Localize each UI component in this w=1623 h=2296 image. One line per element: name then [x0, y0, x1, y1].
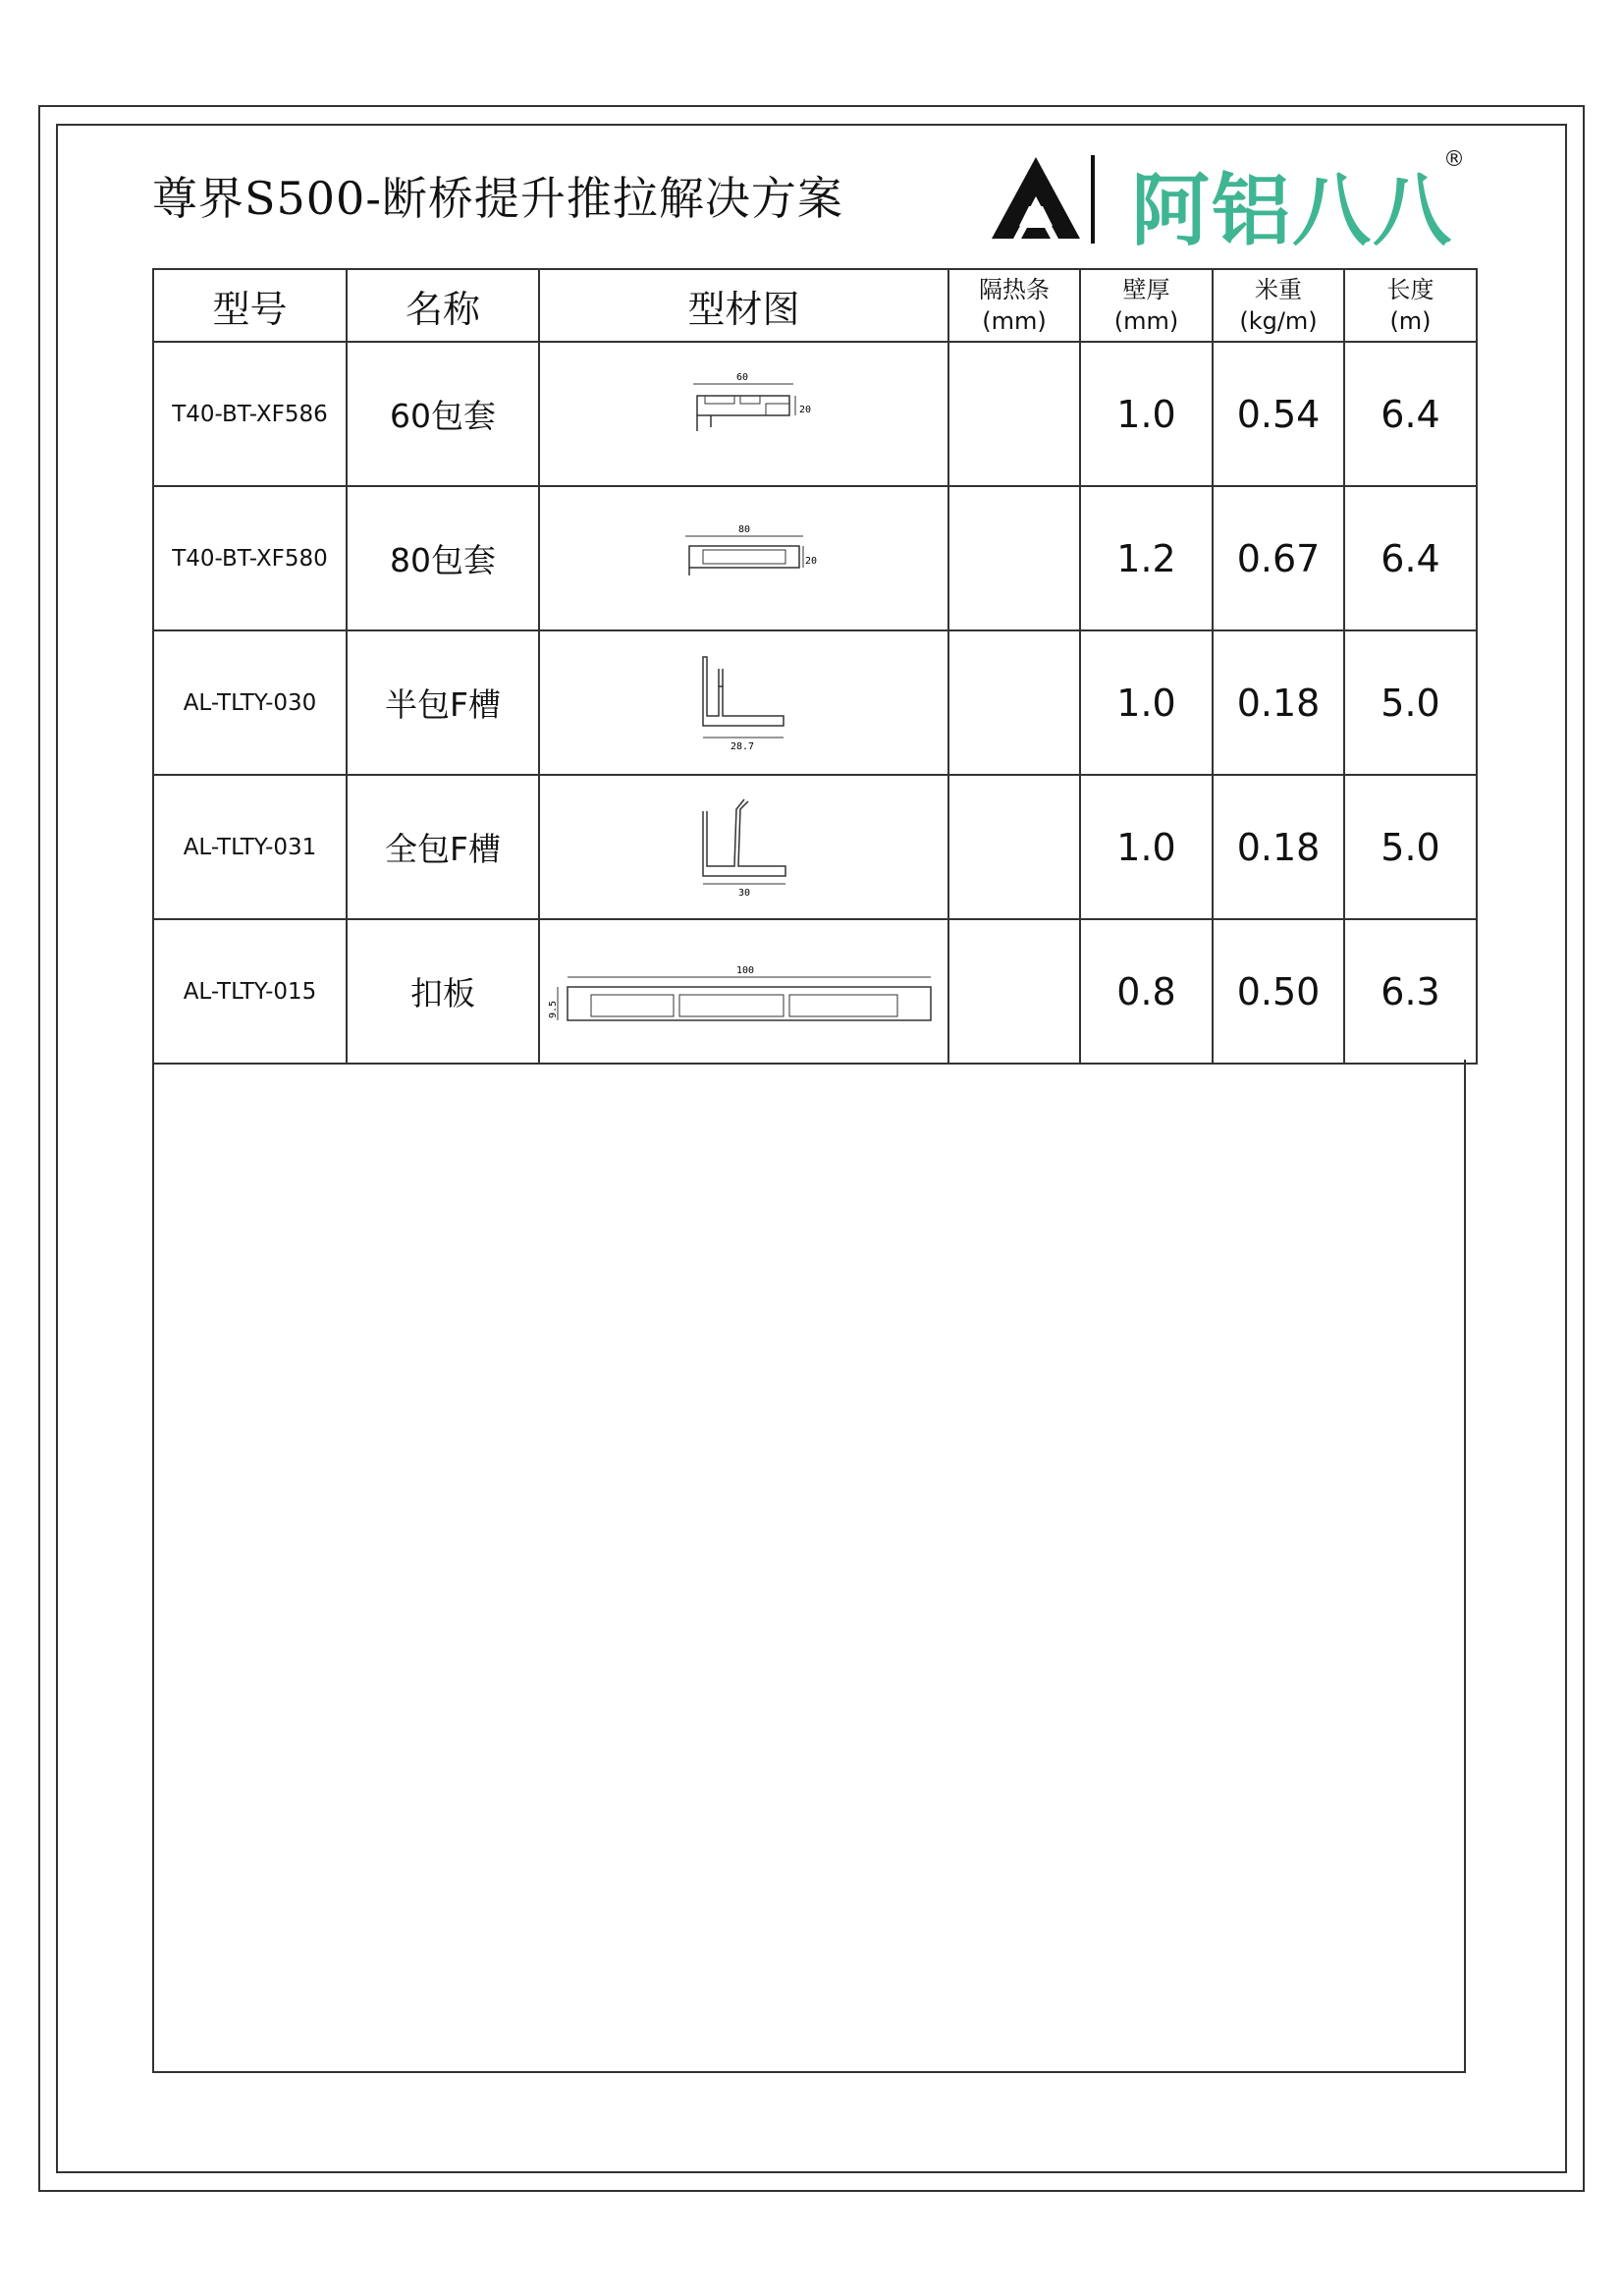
cell-model: T40-BT-XF580 — [153, 486, 347, 630]
cell-drawing — [539, 342, 948, 486]
cell-name: 全包F槽 — [347, 775, 539, 919]
header-model: 型号 — [153, 269, 347, 342]
cell-name: 半包F槽 — [347, 630, 539, 775]
profile-drawing-full-f-slot — [646, 792, 842, 900]
cell-drawing — [539, 919, 948, 1064]
cell-weight: 0.18 — [1213, 630, 1344, 775]
cell-name: 扣板 — [347, 919, 539, 1064]
profile-drawing-60 — [646, 358, 842, 466]
cell-length: 6.3 — [1344, 919, 1477, 1064]
cell-model: AL-TLTY-031 — [153, 775, 347, 919]
header-name: 名称 — [347, 269, 539, 342]
table-row — [153, 919, 1477, 1064]
header-thermal-strip — [948, 269, 1080, 342]
dim-label: 30 — [737, 887, 750, 899]
document-title: 尊界S500-断桥提升推拉解决方案 — [152, 172, 843, 225]
cell-length: 5.0 — [1344, 630, 1477, 775]
header-weight-unit: (kg/m) — [1239, 307, 1318, 335]
cell-thermal-strip — [948, 919, 1080, 1064]
brand-name: 阿铝八八 — [1131, 165, 1453, 256]
table-row — [153, 630, 1477, 775]
dim-label: 100 — [735, 964, 754, 976]
cell-thermal-strip — [948, 775, 1080, 919]
header-wall-thickness-label: 壁厚 — [1122, 276, 1170, 303]
cell-weight: 0.50 — [1213, 919, 1344, 1064]
cell-name: 60包套 — [347, 342, 539, 486]
header-length — [1344, 269, 1477, 342]
cell-drawing — [539, 775, 948, 919]
header-weight-label: 米重 — [1255, 276, 1302, 303]
cell-length: 5.0 — [1344, 775, 1477, 919]
table-header-row — [153, 269, 1477, 342]
header-length-unit: (m) — [1389, 307, 1432, 335]
header-wall-thickness — [1080, 269, 1213, 342]
header-wall-thickness-unit: (mm) — [1113, 307, 1179, 335]
cell-thermal-strip — [948, 342, 1080, 486]
header-weight — [1213, 269, 1344, 342]
table-row — [153, 775, 1477, 919]
cell-model: AL-TLTY-030 — [153, 630, 347, 775]
blank-notes-area — [152, 1060, 1466, 2073]
header-thermal-strip-label: 隔热条 — [979, 276, 1050, 303]
cell-wall-thickness: 1.0 — [1080, 630, 1213, 775]
dim-label: 20 — [798, 404, 811, 415]
cell-weight: 0.54 — [1213, 342, 1344, 486]
table-row — [153, 342, 1477, 486]
cell-thermal-strip — [948, 486, 1080, 630]
cell-drawing — [539, 486, 948, 630]
cell-wall-thickness: 1.0 — [1080, 342, 1213, 486]
dim-label: 20 — [804, 555, 817, 567]
cell-name: 80包套 — [347, 486, 539, 630]
cell-wall-thickness: 1.2 — [1080, 486, 1213, 630]
dim-label: 28.7 — [730, 740, 754, 752]
cell-drawing — [539, 630, 948, 775]
registered-mark: ® — [1443, 147, 1465, 172]
cell-wall-thickness: 0.8 — [1080, 919, 1213, 1064]
header-drawing: 型材图 — [539, 269, 948, 342]
header-thermal-strip-unit: (mm) — [982, 307, 1047, 335]
cell-weight: 0.67 — [1213, 486, 1344, 630]
profile-drawing-cover-plate — [548, 936, 941, 1044]
dim-label: 80 — [737, 523, 750, 535]
cell-length: 6.4 — [1344, 342, 1477, 486]
cell-wall-thickness: 1.0 — [1080, 775, 1213, 919]
profile-drawing-half-f-slot — [646, 647, 842, 755]
dim-label: 9.5 — [547, 1000, 559, 1018]
cell-weight: 0.18 — [1213, 775, 1344, 919]
table-row — [153, 486, 1477, 630]
dim-label: 60 — [735, 371, 748, 383]
cell-model: AL-TLTY-015 — [153, 919, 347, 1064]
cell-model: T40-BT-XF586 — [153, 342, 347, 486]
cell-thermal-strip — [948, 630, 1080, 775]
profile-spec-table — [152, 268, 1478, 1065]
header-length-label: 长度 — [1386, 276, 1434, 303]
cell-length: 6.4 — [1344, 486, 1477, 630]
profile-drawing-80 — [646, 503, 842, 611]
